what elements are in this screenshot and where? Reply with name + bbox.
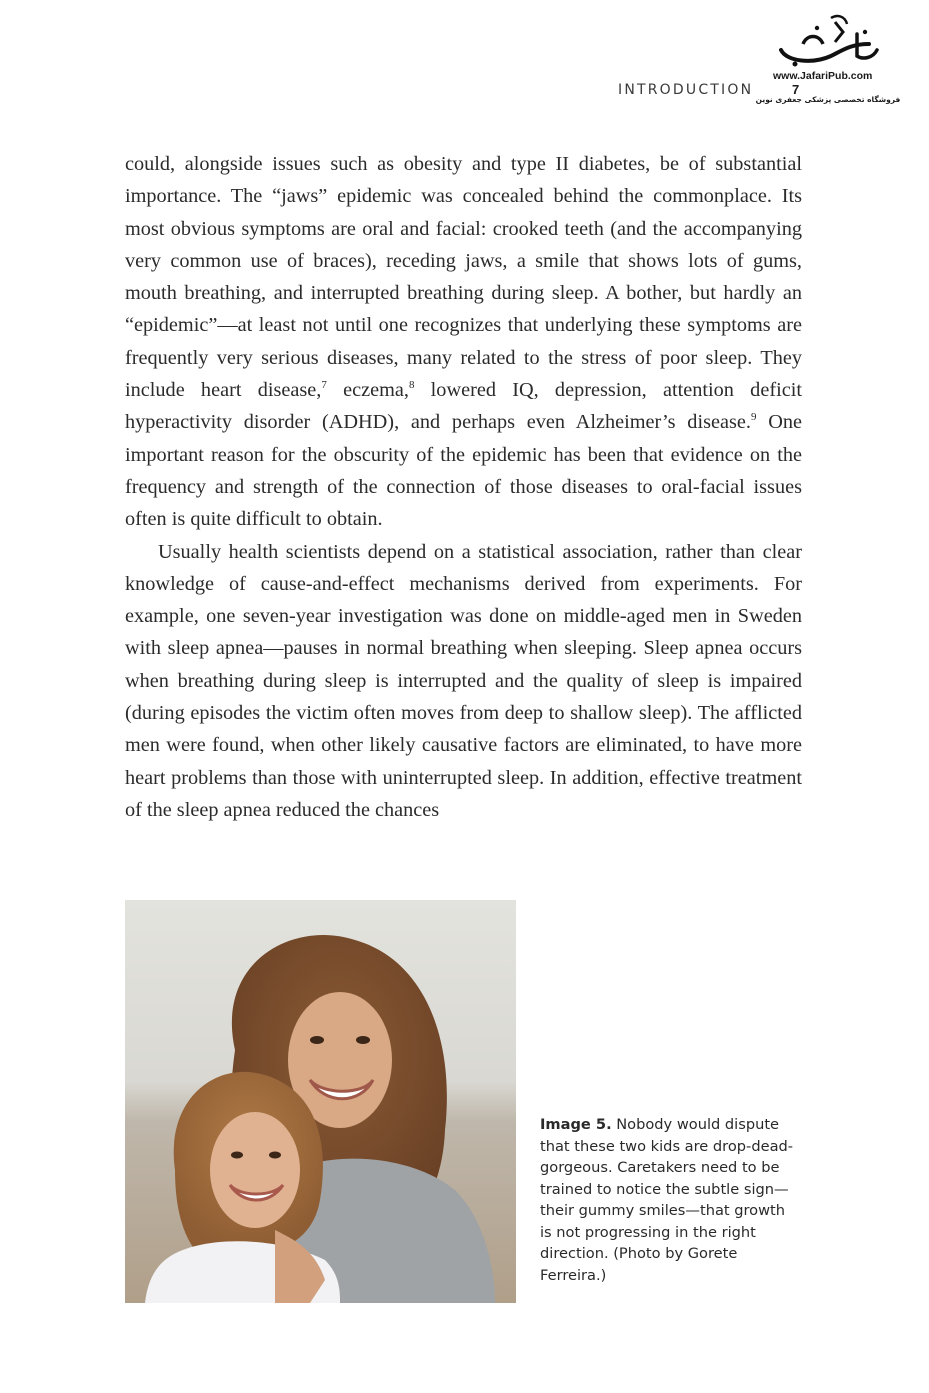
publisher-logo[interactable] [755, 14, 915, 114]
page-number: 7 [792, 82, 800, 97]
publisher-logo-mark [773, 14, 883, 72]
figure-caption [540, 1114, 800, 1286]
paragraph-1 [125, 148, 802, 536]
paragraph-1-text-b: eczema, [326, 379, 409, 402]
figure-photo [125, 900, 516, 1303]
photo-two-smiling-girls [125, 900, 516, 1303]
caption-text: Nobody would dispute that these two kids are drop-dead-gorgeous. Caretakers need to be trained to notice the subtle sign—their gummy smiles—that growth is not progressing in the right direction. (Photo by Gorete Ferreira.) [540, 1116, 794, 1284]
paragraph-1-text-a: could, alongside issues such as obesity and type II diabetes, be of substantial importance. The “jaws” epidemic was concealed behind the commonplace. Its most obvious symptoms are oral and facial: crooked teeth (and the accompanying very common use of braces), receding jaws, a smile that shows lots of gums, mouth breathing, and interrupted breathing during sleep. A bother, but hardly an “epidemic”—at least not until one recognizes that underlying these symptoms are frequently very serious diseases, many related to the stress of poor sleep. They include heart disease, [125, 153, 802, 402]
publisher-url: www.JafariPub.com [773, 70, 873, 82]
publisher-shop-name: فروشگاه تخصصی پزشکی جعفری نوین [755, 95, 901, 104]
footnote-ref-8[interactable]: 8 [408, 379, 415, 392]
running-head: INTRODUCTION [618, 82, 754, 98]
body-text [125, 148, 802, 826]
caption-label: Image 5. [540, 1116, 612, 1133]
page-header [0, 0, 929, 120]
paragraph-2: Usually health scientists depend on a statistical association, rather than clear knowledge of cause-and-effect mechanisms derived from experiments. For example, one seven-year investigation was done on middle-aged men in Sweden with sleep apnea—pauses in normal breathing when sleeping. Sleep apnea occurs when breathing during sleep is interrupted and the quality of sleep is impaired (during episodes the victim often moves from deep to shallow sleep). The afflicted men were found, when other likely causative factors are eliminated, to have more heart problems than those with uninterrupted sleep. In addition, effective treatment of the sleep apnea reduced the chances [125, 540, 802, 821]
footnote-ref-9[interactable]: 9 [750, 411, 757, 424]
paragraph-1-text-d: One important reason for the obscurity of the epidemic has been that evidence on the frequency and strength of the connection of those diseases to oral-facial issues often is quite difficult to obtain. [125, 411, 802, 531]
paragraph-1-text-c: lowered IQ, depression, attention deficit hyperactivity disorder (ADHD), and perhaps even Alzheimer’s disease. [125, 379, 802, 434]
footnote-ref-7[interactable]: 7 [321, 379, 327, 392]
